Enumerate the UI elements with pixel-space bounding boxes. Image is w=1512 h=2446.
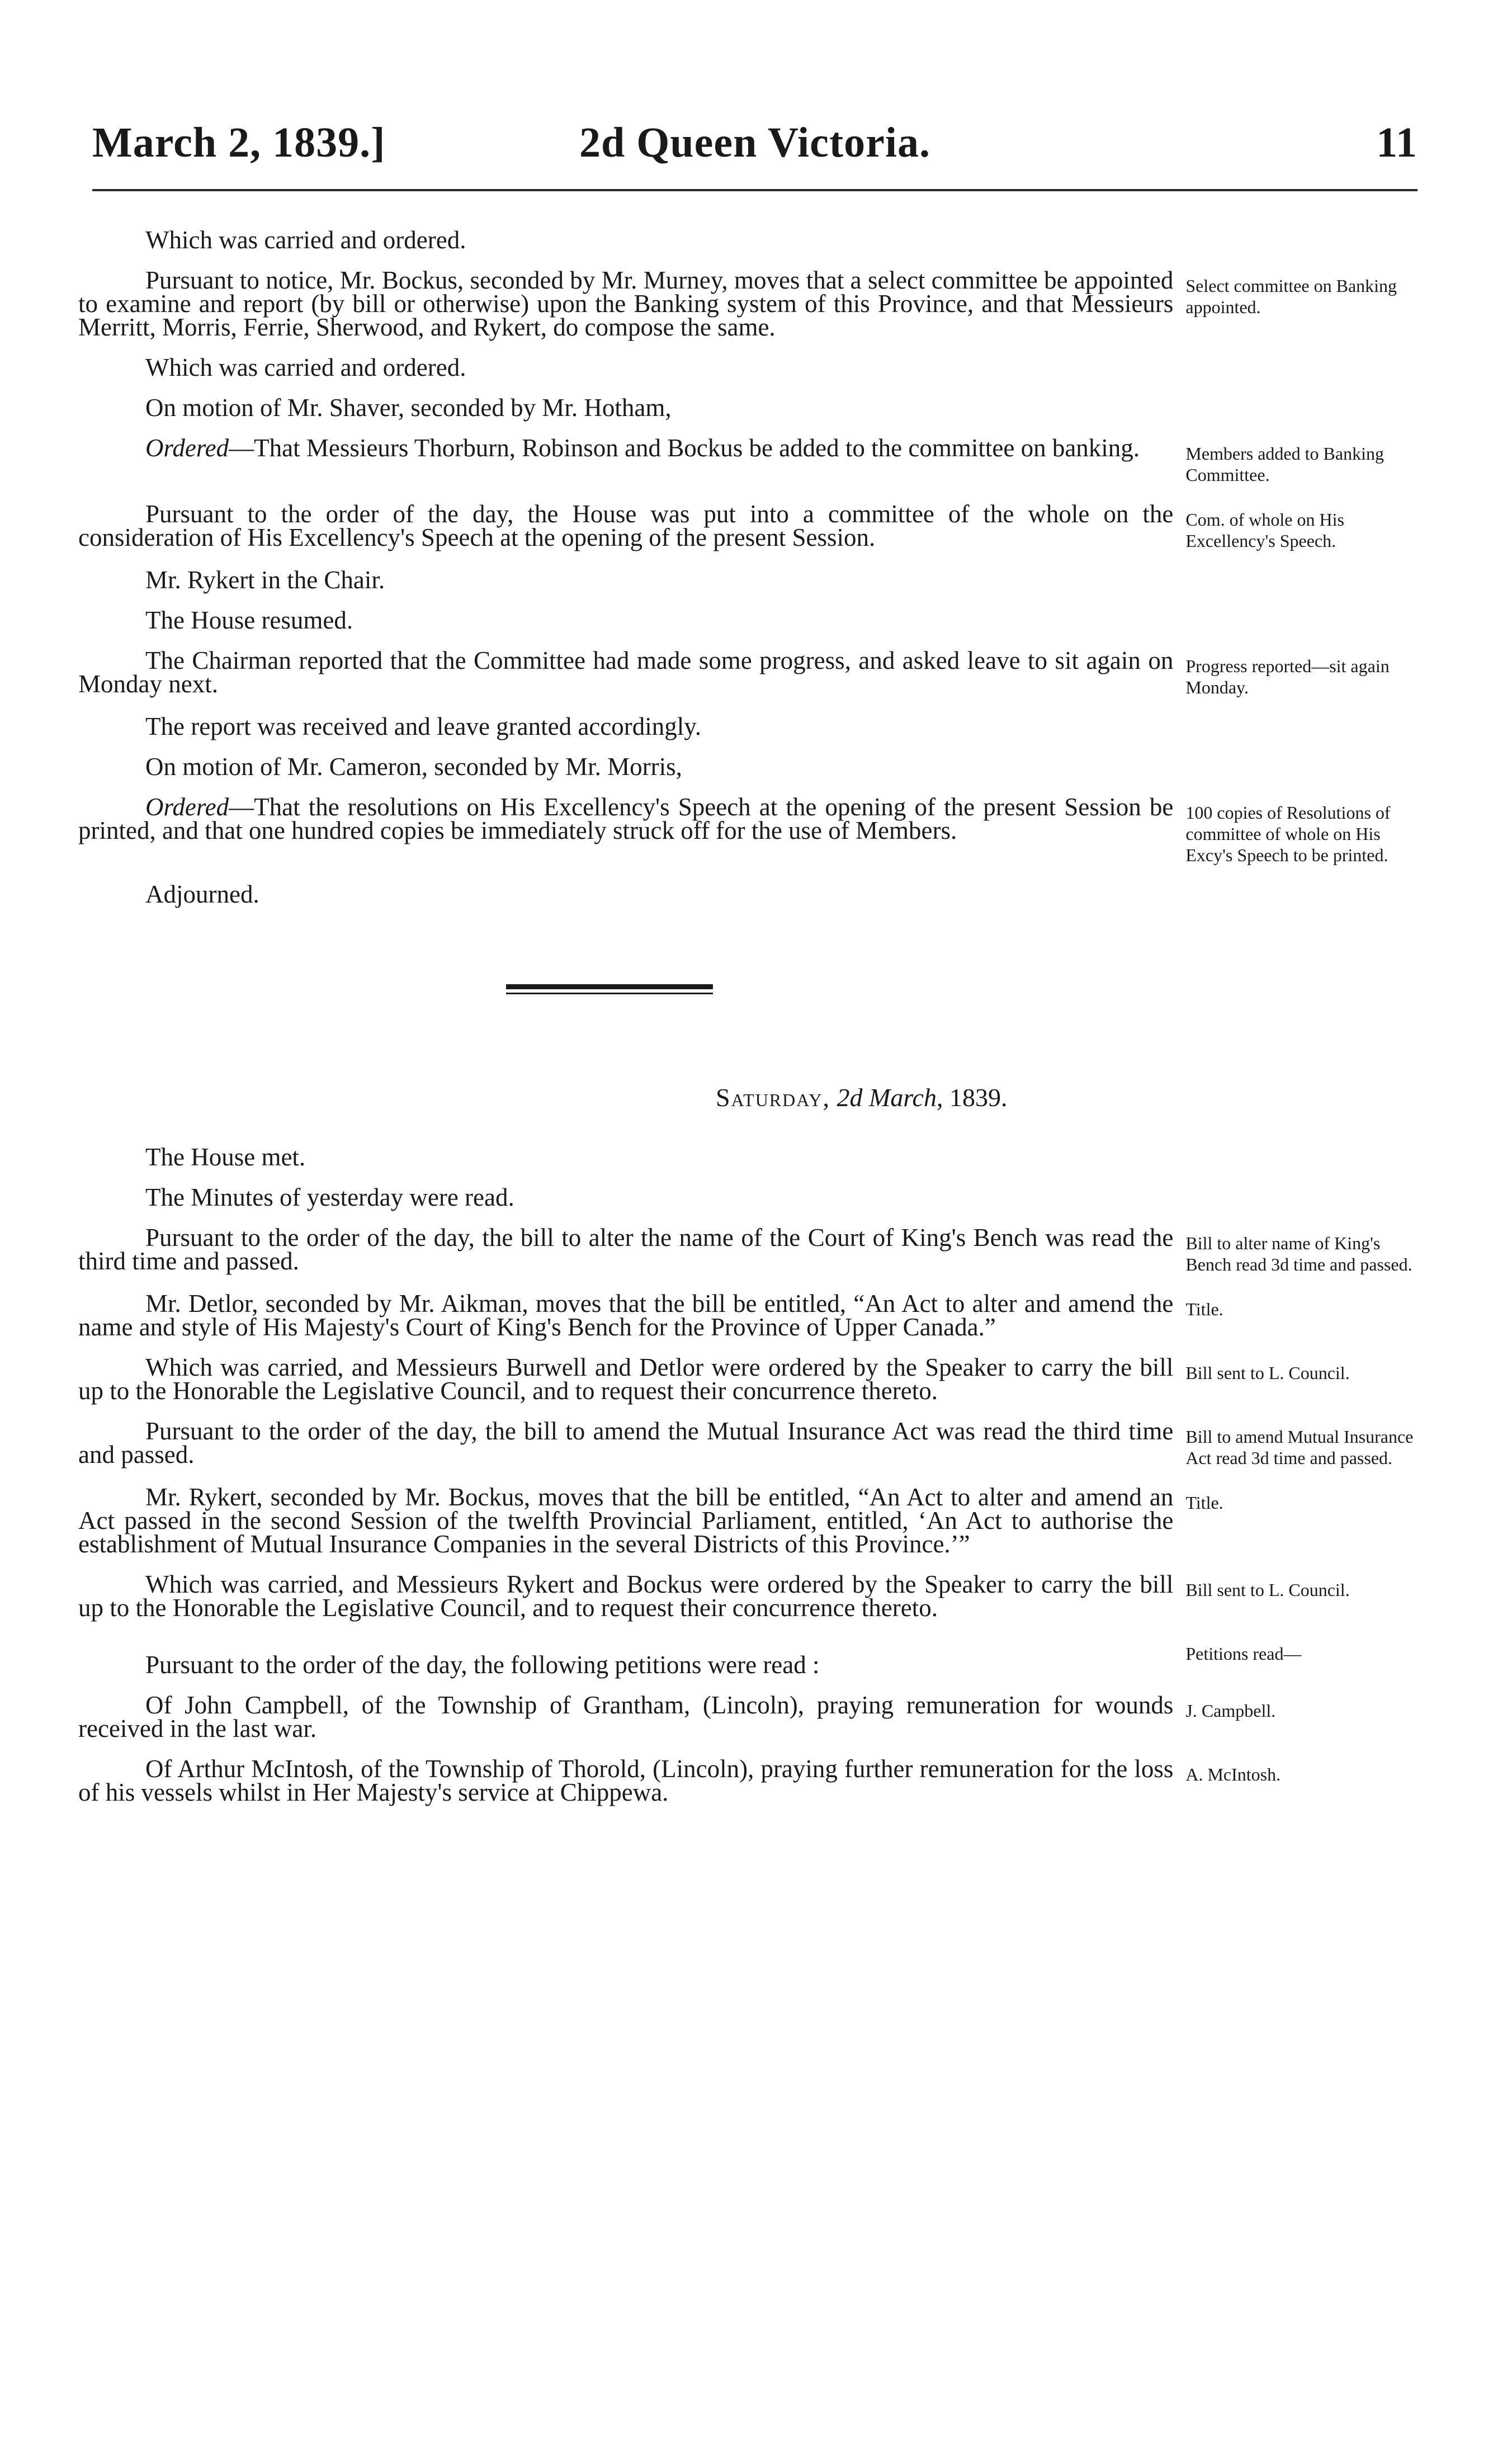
entry-text xyxy=(78,228,1173,252)
entry-text xyxy=(78,608,1173,632)
entry-sentence: Pursuant to the order of the day, the House was put into a committee of the whole on the consideration of His Excellency's Speech at the opening of the present Session. xyxy=(78,500,1174,551)
journal-entry xyxy=(78,882,1420,906)
entry-sentence: Which was carried and ordered. xyxy=(145,353,466,381)
proceedings-march-1 xyxy=(78,228,1420,906)
margin-note xyxy=(1185,882,1420,889)
entry-text xyxy=(78,753,1173,781)
journal-entry xyxy=(78,1183,1420,1211)
journal-entry xyxy=(78,1292,1420,1339)
entry-sentence: Mr. Rykert, seconded by Mr. Bockus, moves that the bill be entitled, “An Act to alter and amend an Act passed in the second Session of the twelfth Provincial Parliament, entitled, ‘An Act to authorise the establishment of Mutual Insurance Companies in the several Districts of this Province.’” xyxy=(78,1483,1174,1558)
journal-entry xyxy=(78,1485,1420,1556)
journal-entry xyxy=(78,268,1420,339)
journal-entry xyxy=(78,394,1420,422)
entry-text xyxy=(78,502,1173,549)
journal-entry xyxy=(78,1353,1420,1405)
header-rule xyxy=(92,189,1418,191)
journal-entry xyxy=(78,1226,1420,1275)
entry-text xyxy=(78,1419,1173,1466)
entry-text xyxy=(78,394,1173,422)
margin-note xyxy=(1185,608,1420,615)
entry-sentence: The House met. xyxy=(145,1143,306,1171)
entry-text xyxy=(78,795,1173,842)
entry-sentence: Mr. Rykert in the Chair. xyxy=(145,566,385,594)
dateline xyxy=(78,1084,1420,1112)
header-date: March 2, 1839.] xyxy=(92,119,386,166)
margin-note xyxy=(1185,1186,1420,1192)
entry-sentence: —That the resolutions on His Excellency's Speech at the opening of the present Session be printed, and that one hundred copies be immediately struck off for the use of Members. xyxy=(78,793,1174,844)
margin-note: Select committee on Banking appointed. xyxy=(1185,276,1397,317)
margin-note: Bill to alter name of King's Bench read 3d time and passed. xyxy=(1185,1233,1412,1274)
entry-text xyxy=(78,1353,1174,1405)
journal-entry xyxy=(78,1636,1420,1677)
margin-note: J. Campbell. xyxy=(1185,1701,1276,1721)
journal-entry xyxy=(78,1419,1420,1468)
entry-text xyxy=(78,1757,1173,1804)
entry-sentence: Which was carried, and Messieurs Rykert and Bockus were ordered by the Speaker to carry the bill up to the Honorable the Legislative Council, and to request their concurrence thereto. xyxy=(78,1570,1174,1622)
entry-text xyxy=(78,268,1173,339)
margin-note xyxy=(1185,715,1420,721)
entry-text xyxy=(78,1226,1173,1273)
journal-entry xyxy=(78,1757,1420,1804)
page-number: 11 xyxy=(1376,119,1418,166)
entry-text xyxy=(78,1691,1174,1743)
journal-entry xyxy=(78,353,1420,381)
page-header xyxy=(92,112,1418,173)
margin-note: Title. xyxy=(1185,1493,1223,1513)
journal-entry xyxy=(78,795,1420,866)
entry-text xyxy=(78,1292,1173,1339)
margin-note: Petitions read— xyxy=(1185,1644,1302,1664)
margin-note: Members added to Banking Committee. xyxy=(1185,443,1384,485)
margin-note: Progress reported—sit again Monday. xyxy=(1185,656,1390,697)
entry-text xyxy=(78,436,1173,460)
journal-entry xyxy=(78,436,1420,485)
margin-note xyxy=(1185,396,1420,403)
margin-note: A. McIntosh. xyxy=(1185,1764,1281,1784)
entry-text xyxy=(78,882,1173,906)
journal-entry xyxy=(78,753,1420,781)
journal-entry xyxy=(78,502,1420,551)
entry-sentence: Pursuant to the order of the day, the bill to alter the name of the Court of King's Bench was read the third time and passed. xyxy=(78,1224,1174,1275)
ordered-label: Ordered xyxy=(145,793,229,821)
journal-entry xyxy=(78,712,1420,740)
entry-sentence: Of Arthur McIntosh, of the Township of Thorold, (Lincoln), praying further remuneration for the loss of his vessels whilst in Her Majesty's service at Chippewa. xyxy=(78,1755,1174,1806)
dateline-date: 2d March, xyxy=(837,1083,943,1112)
entry-sentence: Adjourned. xyxy=(145,880,259,908)
journal-entry xyxy=(78,1691,1420,1743)
entry-text xyxy=(78,712,1173,740)
entry-text xyxy=(78,1183,1173,1211)
entry-sentence: Pursuant to the order of the day, the following petitions were read : xyxy=(145,1651,820,1679)
entry-text xyxy=(78,353,1173,381)
entry-text xyxy=(78,1653,1173,1677)
header-title: 2d Queen Victoria. xyxy=(579,119,931,166)
journal-entry xyxy=(78,1145,1420,1169)
journal-entry xyxy=(78,1570,1420,1622)
entry-sentence: Pursuant to the order of the day, the bill to amend the Mutual Insurance Act was read the third time and passed. xyxy=(78,1417,1174,1468)
journal-entry xyxy=(78,228,1420,252)
dateline-year: 1839. xyxy=(949,1083,1008,1112)
margin-note: Com. of whole on His Excellency's Speech. xyxy=(1185,509,1344,551)
entry-text xyxy=(78,1570,1174,1622)
margin-note xyxy=(1185,228,1420,235)
journal-entry xyxy=(78,608,1420,632)
margin-note xyxy=(1185,1145,1420,1152)
margin-note: Bill sent to L. Council. xyxy=(1185,1580,1350,1600)
journal-entries xyxy=(78,228,1420,1821)
entry-text xyxy=(78,1485,1173,1556)
entry-text xyxy=(78,568,1173,592)
entry-sentence: On motion of Mr. Cameron, seconded by Mr. Morris, xyxy=(145,753,682,781)
margin-note xyxy=(1185,356,1420,362)
entry-text xyxy=(78,1145,1173,1169)
entry-sentence: The Minutes of yesterday were read. xyxy=(145,1183,514,1211)
entry-sentence: Mr. Detlor, seconded by Mr. Aikman, moves that the bill be entitled, “An Act to alter and amend the name and style of His Majesty's Court of King's Bench for the Province of Upper Canada.” xyxy=(78,1290,1174,1341)
entry-sentence: —That Messieurs Thorburn, Robinson and Bockus be added to the committee on banking. xyxy=(229,434,1140,462)
margin-note xyxy=(1185,568,1420,575)
section-divider xyxy=(506,984,713,994)
entry-sentence: Pursuant to notice, Mr. Bockus, seconded by Mr. Murney, moves that a select committee be appointed to examine and report (by bill or otherwise) upon the Banking system of this Province, and that Messieurs Merritt, Morris, Ferrie, Sherwood, and Rykert, do compose the same. xyxy=(78,266,1174,341)
entry-sentence: Which was carried, and Messieurs Burwell and Detlor were ordered by the Speaker to carry the bill up to the Honorable the Legislative Council, and to request their concurrence thereto. xyxy=(78,1353,1174,1405)
entry-sentence: The report was received and leave granted accordingly. xyxy=(145,712,702,740)
entry-sentence: On motion of Mr. Shaver, seconded by Mr. Hotham, xyxy=(145,394,672,422)
dateline-day: Saturday, xyxy=(716,1083,831,1112)
proceedings-march-2 xyxy=(78,1145,1420,1804)
entry-sentence: Which was carried and ordered. xyxy=(145,226,466,254)
margin-note: Title. xyxy=(1185,1299,1223,1319)
margin-note xyxy=(1185,755,1420,762)
margin-note: Bill sent to L. Council. xyxy=(1185,1363,1350,1383)
entry-sentence: The House resumed. xyxy=(145,606,353,634)
margin-note: 100 copies of Resolutions of committee of whole on His Excy's Speech to be printed. xyxy=(1185,802,1391,865)
entry-text xyxy=(78,646,1174,698)
entry-sentence: Of John Campbell, of the Township of Grantham, (Lincoln), praying remuneration for wounds received in the last war. xyxy=(78,1691,1174,1743)
ordered-label: Ordered xyxy=(145,434,229,462)
margin-note: Bill to amend Mutual Insurance Act read 3d time and passed. xyxy=(1185,1427,1414,1468)
journal-entry xyxy=(78,568,1420,592)
journal-entry xyxy=(78,646,1420,698)
entry-sentence: The Chairman reported that the Committee had made some progress, and asked leave to sit again on Monday next. xyxy=(78,646,1174,698)
